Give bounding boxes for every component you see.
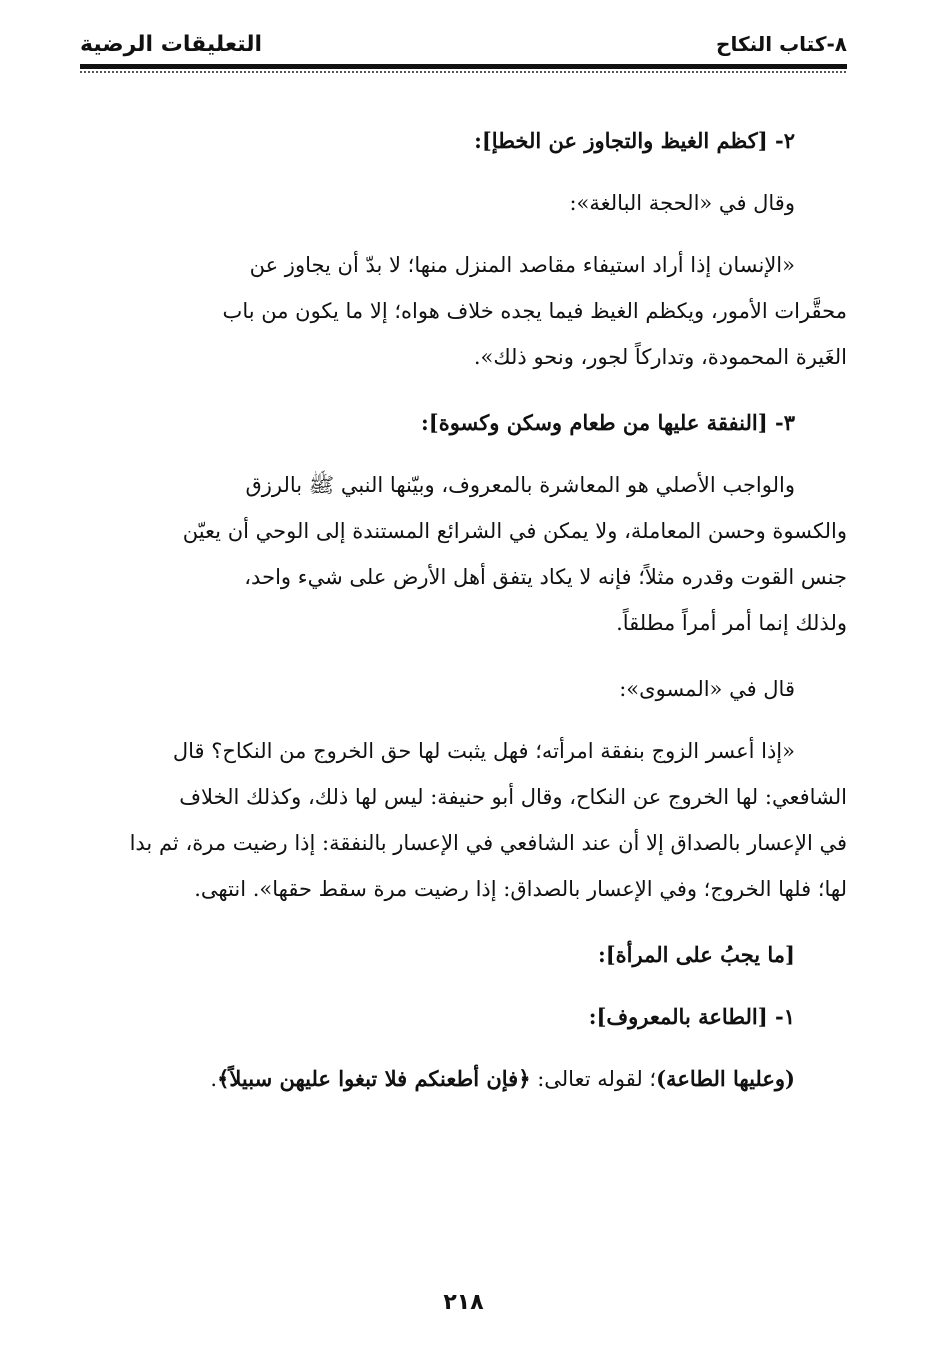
- quran-verse: ﴿فإن أطعنكم فلا تبغوا عليهن سبيلاً﴾: [217, 1066, 531, 1091]
- quote-paragraph-musawwa: [88, 728, 847, 912]
- running-header: [80, 30, 847, 66]
- paragraph-line: لها؛ فلها الخروج؛ وفي الإعسار بالصداق: إذا رضيت مرة سقط حقها». انتهى.: [194, 877, 847, 901]
- paragraph-line: «الإنسان إذا أراد استيفاء مقاصد المنزل منها؛ لا بدّ أن يجاوز عن: [249, 253, 795, 277]
- matn-text: (وعليها الطاعة): [656, 1066, 795, 1091]
- plain-text: ؛ لقوله تعالى:: [530, 1067, 657, 1091]
- paragraph-line: في الإعسار بالصداق إلا أن عند الشافعي في الإعسار بالنفقة: إذا رضيت مرة، ثم بدا: [129, 831, 847, 855]
- section-heading-wajib: [ما يجبُ على المرأة]:: [597, 942, 795, 967]
- page-number: ٢١٨: [443, 1290, 484, 1315]
- paragraph-line: الشافعي: لها الخروج عن النكاح، وقال أبو حنيفة: ليس لها ذلك، وكذلك الخلاف: [179, 785, 847, 809]
- paragraph-line: والواجب الأصلي هو المعاشرة بالمعروف، وبيّنها النبي ﷺ بالرزق: [245, 473, 795, 497]
- quote-intro-musawwa: قال في «المسوى»:: [619, 677, 795, 701]
- chapter-title: ٨-كتاب النكاح: [716, 32, 847, 56]
- quote-intro-hujja: وقال في «الحجة البالغة»:: [569, 191, 795, 215]
- page-body: [88, 118, 847, 1118]
- book-title: التعليقات الرضية: [80, 32, 263, 57]
- paragraph-line: والكسوة وحسن المعاملة، ولا يمكن في الشرائع المستندة إلى الوحي أن يعيّن: [182, 519, 847, 543]
- header-rule: [80, 64, 847, 69]
- paragraph-line: ولذلك إنما أمر أمراً مطلقاً.: [616, 611, 847, 635]
- paragraph-line: «إذا أعسر الزوج بنفقة امرأته؛ فهل يثبت لها حق الخروج من النكاح؟ قال: [172, 739, 795, 763]
- paragraph-taa: [88, 1056, 847, 1102]
- paragraph-nafaqa: [88, 462, 847, 646]
- section-heading-taa: ١- [الطاعة بالمعروف]:: [588, 1004, 795, 1029]
- section-heading-nafaqa: ٣- [النفقة عليها من طعام وسكن وكسوة]:: [421, 410, 795, 435]
- header-rule-dotted: [80, 71, 847, 73]
- quote-paragraph-hujja: [88, 242, 847, 380]
- paragraph-line: الغَيرة المحمودة، وتداركاً لجور، ونحو ذلك».: [473, 345, 847, 369]
- paragraph-line: محقَّرات الأمور، ويكظم الغيظ فيما يجده خلاف هواه؛ إلا ما يكون من باب: [222, 299, 847, 323]
- paragraph-line: جنس القوت وقدره مثلاً؛ فإنه لا يكاد يتفق أهل الأرض على شيء واحد،: [244, 565, 847, 589]
- section-heading-kazm: ٢- [كظم الغيظ والتجاوز عن الخطإ]:: [474, 128, 795, 153]
- end-mark: .: [210, 1067, 218, 1091]
